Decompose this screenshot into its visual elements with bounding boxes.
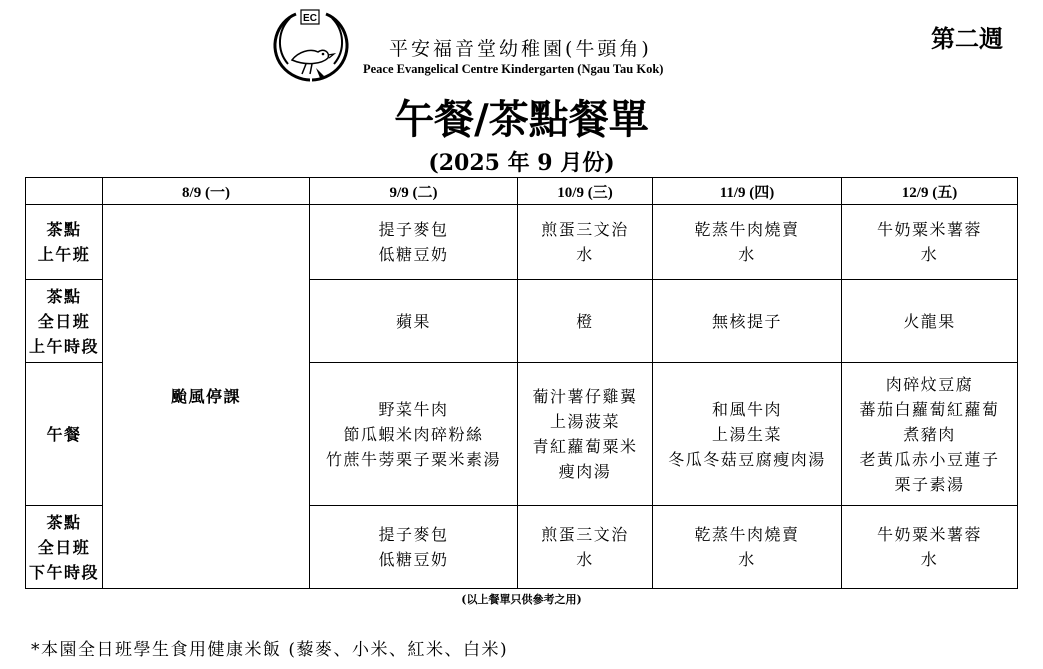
school-logo [266,8,356,88]
menu-cell-thu [653,205,842,280]
menu-item: 水 [738,550,756,569]
menu-item: 冬瓜冬菇豆腐瘦肉湯 [668,449,826,469]
rice-footnote: *本園全日班學生食用健康米飯 (藜麥、小米、紅米、白米) [31,640,509,660]
menu-item: 乾蒸牛肉燒賣 [694,525,800,544]
row-label-line: 茶點 [46,220,82,239]
week-label: 第二週 [931,24,1003,53]
menu-item: 青紅蘿蔔粟米 [532,437,638,456]
column-header [26,178,103,205]
menu-cell-tue [310,363,518,506]
menu-item: 蘋果 [395,311,431,331]
menu-cell-fri [842,363,1018,506]
menu-item: 乾蒸牛肉燒賣 [694,220,800,239]
menu-item: 上湯菠菜 [549,412,620,431]
menu-item: 水 [738,245,756,264]
table-row [26,205,1018,280]
row-label-line: 茶點 [46,512,82,532]
menu-item: 水 [920,245,939,264]
typhoon-closure-cell: 颱風停課 [103,205,310,589]
menu-item: 和風牛肉 [711,399,782,419]
menu-item: 水 [920,550,939,569]
menu-item: 水 [576,550,594,569]
menu-item: 煎蛋三文治 [541,525,629,544]
row-label-line: 茶點 [46,286,82,306]
menu-item: 橙 [576,311,594,331]
menu-cell-wed [518,280,653,363]
menu-item: 老黃瓜赤小豆蓮子 [859,449,1000,469]
row-label-line: 上午時段 [28,336,99,356]
row-label [26,205,103,280]
header-row [26,178,1018,205]
menu-cell-tue [310,205,518,280]
menu-item: 煮豬肉 [903,424,956,444]
menu-item: 蕃茄白蘿蔔紅蘿蔔 [859,399,1000,419]
menu-table [25,177,1018,589]
menu-item: 野菜牛肉 [378,399,449,419]
row-label-line: 全日班 [37,311,91,331]
disclaimer-note: (以上餐單只供參考之用) [461,593,582,606]
logo-text: EC [303,13,317,24]
menu-item: 瘦肉湯 [558,462,612,481]
row-label [26,280,103,363]
column-header-tue: 9/9 (二) [310,178,518,205]
row-label [26,363,103,506]
menu-item: 節瓜蝦米肉碎粉絲 [343,424,484,444]
menu-item: 牛奶粟米薯蓉 [876,525,982,544]
menu-cell-tue [310,506,518,589]
column-header-thu: 11/9 (四) [653,178,842,205]
menu-month: (2025 年 9 月份) [428,150,615,176]
menu-cell-wed [518,506,653,589]
menu-cell-fri [842,205,1018,280]
menu-cell-thu [653,363,842,506]
menu-cell-thu [653,506,842,589]
menu-item: 肉碎炆豆腐 [885,374,974,394]
column-header-mon: 8/9 (一) [103,178,310,205]
menu-item: 低糖豆奶 [378,245,449,264]
menu-item: 水 [576,245,594,264]
menu-item: 牛奶粟米薯蓉 [876,220,982,239]
menu-item: 無核提子 [711,311,782,331]
menu-item: 低糖豆奶 [378,550,449,569]
column-header-fri: 12/9 (五) [842,178,1018,205]
school-name-english: Peace Evangelical Centre Kindergarten (Ngau Tau Kok) [363,62,664,76]
menu-item: 提子麥包 [378,525,449,544]
menu-cell-wed [518,205,653,280]
menu-item: 煎蛋三文治 [541,220,629,239]
menu-item: 提子麥包 [378,220,449,239]
row-label-line: 午餐 [46,424,82,444]
menu-item: 葡汁薯仔雞翼 [532,387,638,406]
menu-item: 栗子素湯 [894,474,965,494]
menu-title: 午餐/茶點餐單 [394,96,649,143]
menu-item: 火龍果 [903,311,956,331]
menu-item: 上湯生菜 [711,424,782,444]
menu-item: 竹蔗牛蒡栗子粟米素湯 [325,449,501,469]
row-label-line: 全日班 [37,537,91,557]
menu-cell-thu [653,280,842,363]
school-name-chinese: 平安福音堂幼稚園(牛頭角) [389,38,652,60]
row-label [26,506,103,589]
row-label-line: 上午班 [37,245,91,264]
menu-cell-tue [310,280,518,363]
menu-cell-wed [518,363,653,506]
column-header-wed: 10/9 (三) [518,178,653,205]
menu-cell-fri [842,280,1018,363]
menu-cell-fri [842,506,1018,589]
row-label-line: 下午時段 [28,562,99,582]
